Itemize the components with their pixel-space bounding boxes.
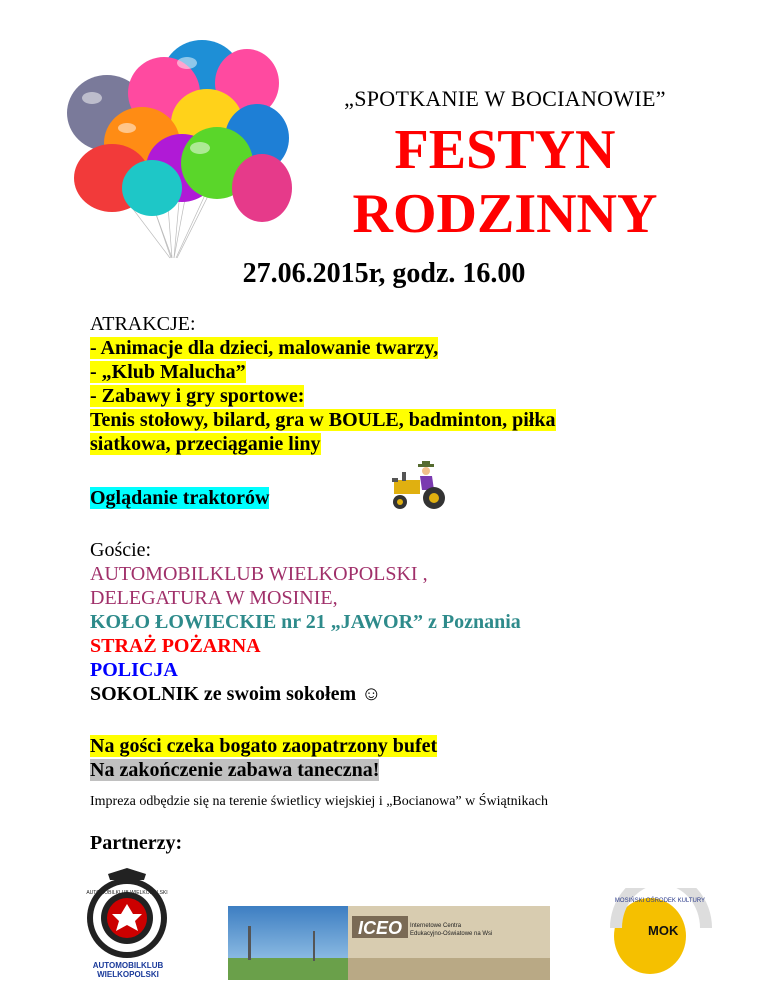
mok-logo-text: MOK [648,923,679,938]
guests-heading: Goście: [90,539,152,561]
event-details [90,312,710,782]
iceo-caption-2: Edukacyjno-Oświatowe na Wsi [410,931,493,937]
automobilklub-ring-text: AUTOMOBILKLUB WIELKOPOLSKI [86,890,168,896]
attraction-item: Tenis stołowy, bilard, gra w BOULE, badminton, piłka [90,409,556,431]
guest-automobilklub: AUTOMOBILKLUB WIELKOPOLSKI , [90,563,428,585]
guest-policja: POLICJA [90,659,178,681]
attraction-item: siatkowa, przeciąganie liny [90,433,321,455]
event-subtitle: „SPOTKANIE W BOCIANOWIE” [344,86,666,111]
title-line-1: FESTYN [394,119,616,181]
guest-straz: STRAŻ POŻARNA [90,635,261,657]
attractions-heading: ATRAKCJE: [90,313,196,335]
attraction-item: - Animacje dla dzieci, malowanie twarzy, [90,337,439,359]
mok-ring-text: MOSIŃSKI OŚRODEK KULTURY [614,898,706,904]
guest-delegatura: DELEGATURA W MOSINIE, [90,587,338,609]
buffet-text: Na gości czeka bogato zaopatrzony bufet [90,735,438,757]
guest-kolo-lowieckie: KOŁO ŁOWIECKIE nr 21 „JAWOR” z Poznania [90,611,521,633]
tractor-icon [388,458,450,512]
title-line-2: RODZINNY [352,183,658,245]
event-location: Impreza odbędzie się na terenie świetlicy wiejskiej i „Bocianowa” w Świątnikach [90,794,548,809]
guest-sokolnik: SOKOLNIK ze swoim sokołem ☺ [90,683,382,705]
attraction-item: - Zabawy i gry sportowe: [90,385,305,407]
iceo-logo-text: ICEO [357,918,403,938]
iceo-logo [228,906,550,980]
partners-heading: Partnerzy: [90,832,183,854]
dance-text: Na zakończenie zabawa taneczna! [90,759,380,781]
event-date: 27.06.2015r, godz. 16.00 [242,258,526,289]
tractors-text: Oglądanie traktorów [90,487,270,509]
automobilklub-logo-text: AUTOMOBILKLUB WIELKOPOLSKI [92,961,164,979]
balloons-icon [52,38,302,268]
iceo-caption-1: Internetowe Centra [410,923,462,929]
attraction-item: - „Klub Malucha” [90,361,246,383]
event-title [300,118,710,246]
